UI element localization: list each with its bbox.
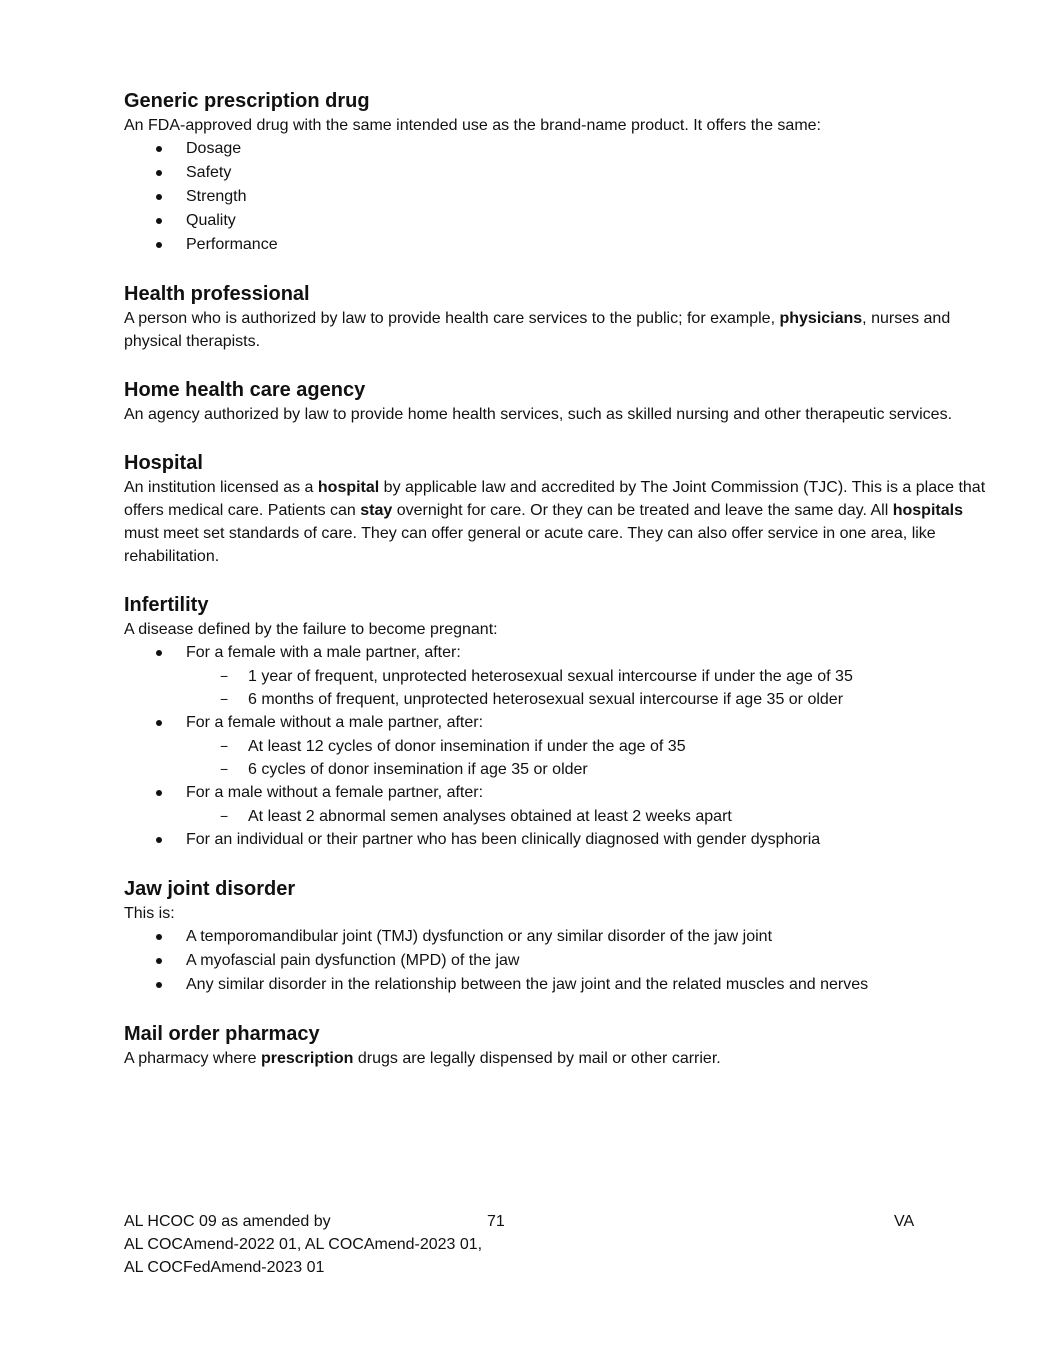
text-run: For a female with a male partner, after:	[186, 644, 461, 661]
list-item-text	[186, 164, 231, 181]
section-home-health-care-agency	[124, 377, 994, 426]
footer-line: AL COCAmend-2022 01, AL COCAmend-2023 01,	[124, 1236, 483, 1253]
list-item-text	[186, 212, 236, 229]
bullet-dot-icon	[156, 650, 162, 656]
text-run: This is:	[124, 905, 175, 922]
dash-icon: −	[220, 668, 229, 684]
section-definition	[124, 1047, 994, 1070]
bullet-dot-icon	[156, 790, 162, 796]
text-run: , nurses and physical therapists.	[124, 310, 951, 350]
sub-list	[186, 665, 994, 711]
sub-list-item-text: 1 year of frequent, unprotected heterosexual sexual intercourse if under the age of 35	[248, 668, 853, 685]
list-item	[124, 185, 994, 209]
text-run: A pharmacy where	[124, 1050, 261, 1067]
bullet-dot-icon	[156, 958, 162, 964]
text-run: For an individual or their partner who has been clinically diagnosed with gender dysphoria	[186, 831, 821, 848]
list-item	[124, 781, 994, 828]
text-run: drugs are legally dispensed by mail or other carrier.	[353, 1050, 721, 1067]
sub-list	[186, 805, 994, 828]
list-item-text	[186, 952, 519, 969]
section-generic-prescription-drug	[124, 88, 994, 257]
footer-line: AL COCFedAmend-2023 01	[124, 1259, 325, 1276]
dash-icon: −	[220, 808, 229, 824]
section-heading: Mail order pharmacy	[124, 1023, 320, 1045]
section-jaw-joint-disorder	[124, 876, 994, 997]
list-item	[124, 973, 994, 997]
sub-list-item-text: 6 months of frequent, unprotected heterosexual sexual intercourse if age 35 or older	[248, 691, 844, 708]
section-heading: Generic prescription drug	[124, 90, 370, 112]
section-mail-order-pharmacy	[124, 1021, 994, 1070]
sub-list-item-text: At least 2 abnormal semen analyses obtained at least 2 weeks apart	[248, 808, 732, 825]
section-definition	[124, 307, 994, 353]
bold-term: hospital	[317, 479, 380, 496]
section-heading: Hospital	[124, 452, 203, 474]
list-item-text	[186, 928, 772, 945]
section-hospital	[124, 450, 994, 568]
list-item	[124, 161, 994, 185]
bullet-dot-icon	[156, 218, 162, 224]
bullet-dot-icon	[156, 146, 162, 152]
bullet-list	[124, 925, 994, 997]
bullet-dot-icon	[156, 934, 162, 940]
text-run: Any similar disorder in the relationship between the jaw joint and the related muscles and nerves	[186, 976, 869, 993]
text-run: Quality	[186, 212, 236, 229]
list-item	[124, 233, 994, 257]
sub-list-item	[186, 688, 994, 711]
bold-term: physicians	[779, 310, 863, 327]
section-heading: Infertility	[124, 594, 209, 616]
text-run: Dosage	[186, 140, 242, 157]
list-item	[124, 711, 994, 781]
document-body	[124, 88, 994, 1094]
list-item-text	[186, 644, 461, 661]
list-item-text	[186, 784, 483, 801]
text-run: Strength	[186, 188, 247, 205]
section-infertility	[124, 592, 994, 852]
bullet-dot-icon	[156, 837, 162, 843]
sub-list-item	[186, 758, 994, 781]
list-item	[124, 925, 994, 949]
bullet-list	[124, 641, 994, 852]
page-number: 71	[487, 1213, 505, 1230]
text-run: Performance	[186, 236, 278, 253]
text-run: overnight for care. Or they can be treated and leave the same day. All	[392, 502, 893, 519]
list-item-text	[186, 714, 483, 731]
text-run: For a male without a female partner, after:	[186, 784, 484, 801]
list-item	[124, 828, 994, 852]
dash-icon: −	[220, 761, 229, 777]
bullet-dot-icon	[156, 982, 162, 988]
text-run: For a female without a male partner, after:	[186, 714, 484, 731]
sub-list-item	[186, 665, 994, 688]
text-run: must meet set standards of care. They can offer general or acute care. They can also offer service in one area, like rehabilitation.	[124, 525, 936, 565]
text-run: by applicable law and accredited by The Joint Commission (TJC). This is a place that offers medical care. Patients can	[124, 479, 986, 519]
list-item-text	[186, 831, 820, 848]
list-item-text	[186, 140, 241, 157]
text-run: An institution licensed as a	[124, 479, 318, 496]
sub-list-item	[186, 805, 994, 828]
bullet-dot-icon	[156, 170, 162, 176]
dash-icon: −	[220, 691, 229, 707]
section-definition	[124, 403, 994, 426]
section-health-professional	[124, 281, 994, 353]
section-definition	[124, 476, 994, 568]
footer-line: AL HCOC 09 as amended by	[124, 1213, 331, 1230]
footer-form-ids	[124, 1210, 524, 1279]
section-heading: Health professional	[124, 283, 310, 305]
text-run: A myofascial pain dysfunction (MPD) of the jaw	[186, 952, 520, 969]
section-definition	[124, 114, 994, 137]
bullet-dot-icon	[156, 720, 162, 726]
list-item-text	[186, 976, 868, 993]
dash-icon: −	[220, 738, 229, 754]
list-item	[124, 209, 994, 233]
text-run: Safety	[186, 164, 232, 181]
sub-list-item-text: At least 12 cycles of donor insemination if under the age of 35	[248, 738, 686, 755]
list-item	[124, 641, 994, 711]
list-item	[124, 137, 994, 161]
bold-term: prescription	[260, 1050, 354, 1067]
text-run: A person who is authorized by law to provide health care services to the public; for example,	[124, 310, 780, 327]
text-run: An agency authorized by law to provide home health services, such as skilled nursing and other therapeutic services.	[124, 406, 953, 423]
section-definition	[124, 902, 994, 925]
list-item-text	[186, 236, 278, 253]
section-definition	[124, 618, 994, 641]
text-run: A temporomandibular joint (TMJ) dysfunction or any similar disorder of the jaw joint	[186, 928, 773, 945]
list-item-text	[186, 188, 246, 205]
text-run: A disease defined by the failure to become pregnant:	[124, 621, 498, 638]
text-run: An FDA-approved drug with the same intended use as the brand-name product. It offers the same:	[124, 117, 821, 134]
section-heading: Jaw joint disorder	[124, 878, 296, 900]
bullet-dot-icon	[156, 242, 162, 248]
list-item	[124, 949, 994, 973]
bold-term: stay	[360, 502, 393, 519]
sub-list	[186, 735, 994, 781]
bullet-list	[124, 137, 994, 257]
bullet-dot-icon	[156, 194, 162, 200]
section-heading: Home health care agency	[124, 379, 366, 401]
sub-list-item	[186, 735, 994, 758]
footer-state: VA	[894, 1213, 915, 1230]
sub-list-item-text: 6 cycles of donor insemination if age 35 or older	[248, 761, 588, 778]
bold-term: hospitals	[892, 502, 963, 519]
